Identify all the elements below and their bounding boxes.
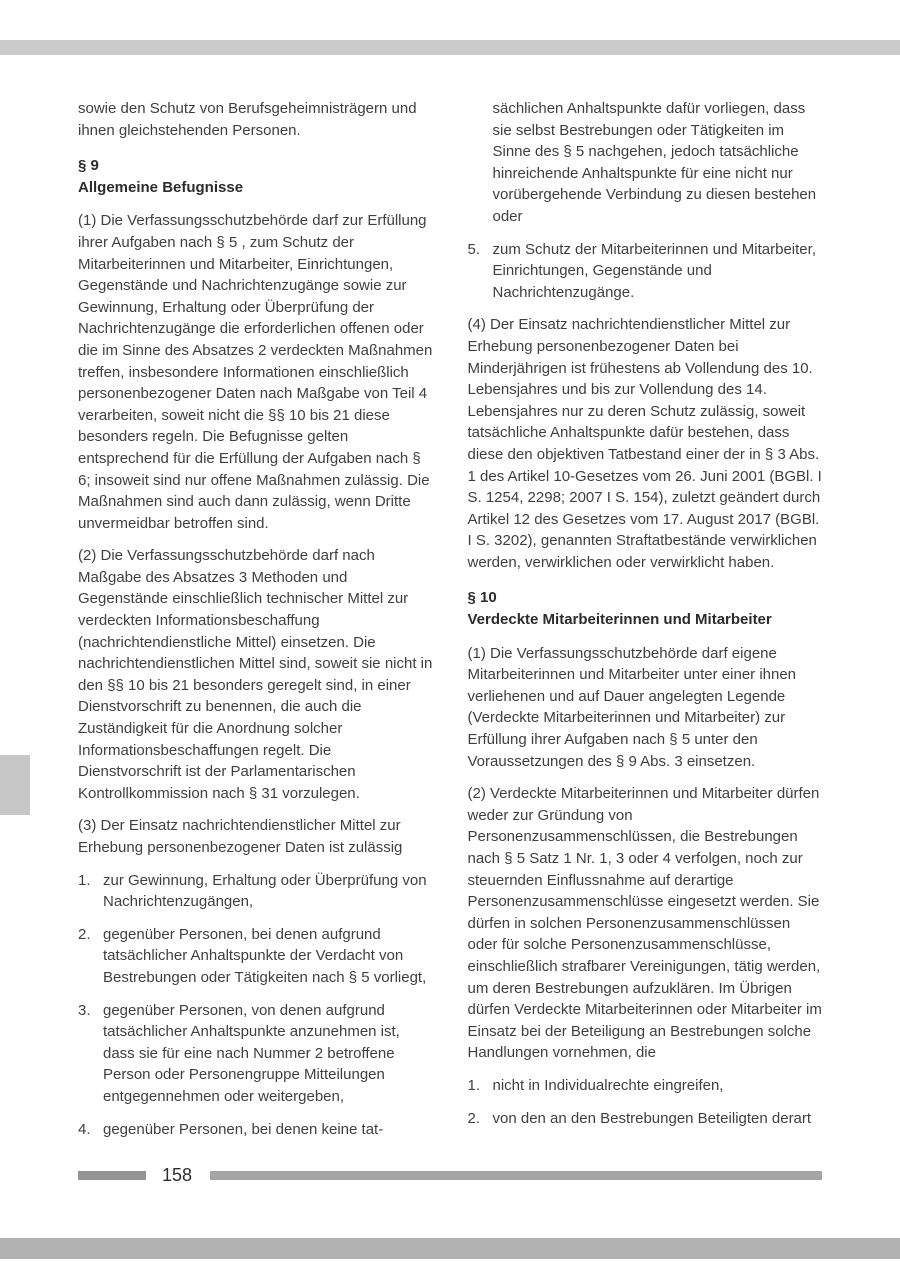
section-heading-9 xyxy=(78,155,433,198)
list-item-text: gegenüber Personen, bei denen keine tat- xyxy=(103,1120,384,1138)
continuation-paragraph: sowie den Schutz von Berufsgeheimnisträgern und ihnen gleichstehenden Personen. xyxy=(78,100,417,139)
list-item xyxy=(78,1119,433,1141)
right-column xyxy=(468,98,823,1151)
section-title: Verdeckte Mitarbeiterinnen und Mitarbeiter xyxy=(467,611,772,629)
paragraph-9-1: (1) Die Verfassungsschutzbehörde darf zur Erfüllung ihrer Aufgaben nach § 5 , zum Schutz der Mitarbeiterinnen und Mitarbeiter, Einrichtungen, Gegenstände und Nachrichtenzugänge sowie zur Gewinnung, Erhaltung oder Überprüfung der Nachrichtenzugänge die erforderlichen offenen oder die im Sinne des Absatzes 2 verdeckten Maßnahmen treffen, insbesondere Informationen einschließlich personenbezogener Daten nach Maßgabe von Teil 4 verarbeiten, soweit nicht die §§ 10 bis 21 diese besonders regeln. Die Befugnisse gelten entsprechend für die Erfüllung der Aufgaben nach § 6; insoweit sind nur offene Maßnahmen zulässig. Die Maßnahmen sind auch dann zulässig, wenn Dritte unvermeidbar betroffen sind. xyxy=(78,212,433,532)
list-item-number: 1. xyxy=(78,871,91,889)
list-item xyxy=(78,924,433,989)
footer-rule-right xyxy=(210,1171,822,1180)
numbered-list-9-3 xyxy=(78,870,433,1141)
footer-rule-left xyxy=(78,1171,146,1180)
section-number: § 10 xyxy=(467,589,497,607)
chapter-thumb-marker xyxy=(0,755,30,815)
page-number: 158 xyxy=(162,1165,193,1185)
paragraph-10-2: (2) Verdeckte Mitarbeiterinnen und Mitarbeiter dürfen weder zur Gründung von Personenzusammenschlüssen, die Bestrebungen nach § 5 Satz 1 Nr. 1, 3 oder 4 verfolgen, noch zur steuernden Einflussnahme auf derartige Personenzusammenschlüsse eingesetzt werden. Sie dürfen in solchen Personenzusammenschlüssen oder für solche Personenzusammenschlüsse, einschließlich strafbarer Vereinigungen, tätig werden, um deren Bestrebungen aufzuklären. Im Übrigen dürfen Verdeckte Mitarbeiterinnen oder Mitarbeiter im Einsatz bei der Beteiligung an Bestrebungen solche Handlungen vornehmen, die xyxy=(467,785,822,1062)
item4-continuation: sächlichen Anhaltspunkte dafür vorliegen, dass sie selbst Bestrebungen oder Tätigkeiten im Sinne des § 5 nachgehen, jedoch tatsächliche hinreichende Anhaltspunkte für eine nicht nur vorübergehende Verbindung zu diesen bestehen oder xyxy=(492,100,817,225)
list-item-text: gegenüber Personen, bei denen aufgrund tatsächlicher Anhaltspunkte der Verdacht von Bestrebungen oder Tätigkeiten nach § 5 vorliegt, xyxy=(103,925,427,986)
section-heading-10 xyxy=(468,587,823,630)
top-decoration-bar xyxy=(0,40,900,55)
list-item-number: 2. xyxy=(78,925,91,943)
list-item xyxy=(468,239,823,304)
list-item xyxy=(468,1108,823,1130)
list-item-text: von den an den Bestrebungen Beteiligten derart xyxy=(492,1109,812,1127)
list-item-number: 4. xyxy=(78,1120,91,1138)
section-title: Allgemeine Befugnisse xyxy=(78,178,244,196)
paragraph-9-4: (4) Der Einsatz nachrichtendienstlicher Mittel zur Erhebung personenbezogener Daten bei Minderjährigen ist frühestens ab Vollendung des 10. Lebensjahres und bis zur Vollendung des 14. Lebensjahres nur zu deren Schutz zulässig, soweit tatsächliche Anhaltspunkte dafür bestehen, dass diese den objektiven Tatbestand einer der in § 3 Abs. 1 des Artikel 10-Gesetzes vom 26. Juni 2001 (BGBl. I S. 1254, 2298; 2007 I S. 154), zuletzt geändert durch Artikel 12 des Gesetzes vom 17. August 2017 (BGBl. I S. 3202), genannten Straftatbestände verwirklichen werden, verwirklichen oder verwirklicht haben. xyxy=(467,316,822,571)
list-item-number: 1. xyxy=(467,1076,481,1094)
paragraph-9-3-intro: (3) Der Einsatz nachrichtendienstlicher Mittel zur Erhebung personenbezogener Daten ist zulässig xyxy=(78,817,403,856)
list-item-number: 5. xyxy=(467,240,481,258)
list-item xyxy=(78,870,433,913)
section-number: § 9 xyxy=(78,157,99,175)
page-content xyxy=(78,98,822,1151)
paragraph-9-2: (2) Die Verfassungsschutzbehörde darf nach Maßgabe des Absatzes 3 Methoden und Gegenstände einschließlich technischer Mittel zur verdeckten Informationsbeschaffung (nachrichtendienstliche Mittel) einsetzen. Die nachrichtendienstlichen Mittel sind, soweit sie nicht in den §§ 10 bis 21 besonders geregelt sind, in einer Dienstvorschrift zu benennen, die auch die Zuständigkeit für die Anordnung solcher Informationsbeschaffungen regelt. Die Dienstvorschrift ist der Parlamentarischen Kontrollkommission nach § 31 vorzulegen. xyxy=(78,547,433,802)
page-footer xyxy=(78,1162,822,1188)
numbered-list-10-2 xyxy=(468,1075,823,1129)
list-item-text: nicht in Individualrechte eingreifen, xyxy=(492,1076,724,1094)
left-column xyxy=(78,98,433,1151)
list-item-text: zum Schutz der Mitarbeiterinnen und Mitarbeiter, Einrichtungen, Gegenstände und Nachrichtenzugänge. xyxy=(492,240,816,301)
paragraph-10-1: (1) Die Verfassungsschutzbehörde darf eigene Mitarbeiterinnen und Mitarbeiter unter einer ihnen verliehenen und auf Dauer angelegten Legende (Verdeckte Mitarbeiterinnen und Mitarbeiter) zur Erfüllung ihrer Aufgaben nach § 5 unter den Voraussetzungen des § 9 Abs. 3 einsetzen. xyxy=(467,644,797,770)
list-item xyxy=(468,1075,823,1097)
list-item-text: zur Gewinnung, Erhaltung oder Überprüfung von Nachrichtenzugängen, xyxy=(103,871,427,911)
bottom-decoration-bar xyxy=(0,1238,900,1259)
list-item-text: gegenüber Personen, von denen aufgrund tatsächlicher Anhaltspunkte anzunehmen ist, dass sie für eine nach Nummer 2 betroffene Person oder Personengruppe Mitteilungen entgegennehmen oder weitergeben, xyxy=(103,1001,400,1105)
list-item-number: 3. xyxy=(78,1001,91,1019)
list-item xyxy=(78,1000,433,1108)
list-item-number: 2. xyxy=(467,1109,481,1127)
